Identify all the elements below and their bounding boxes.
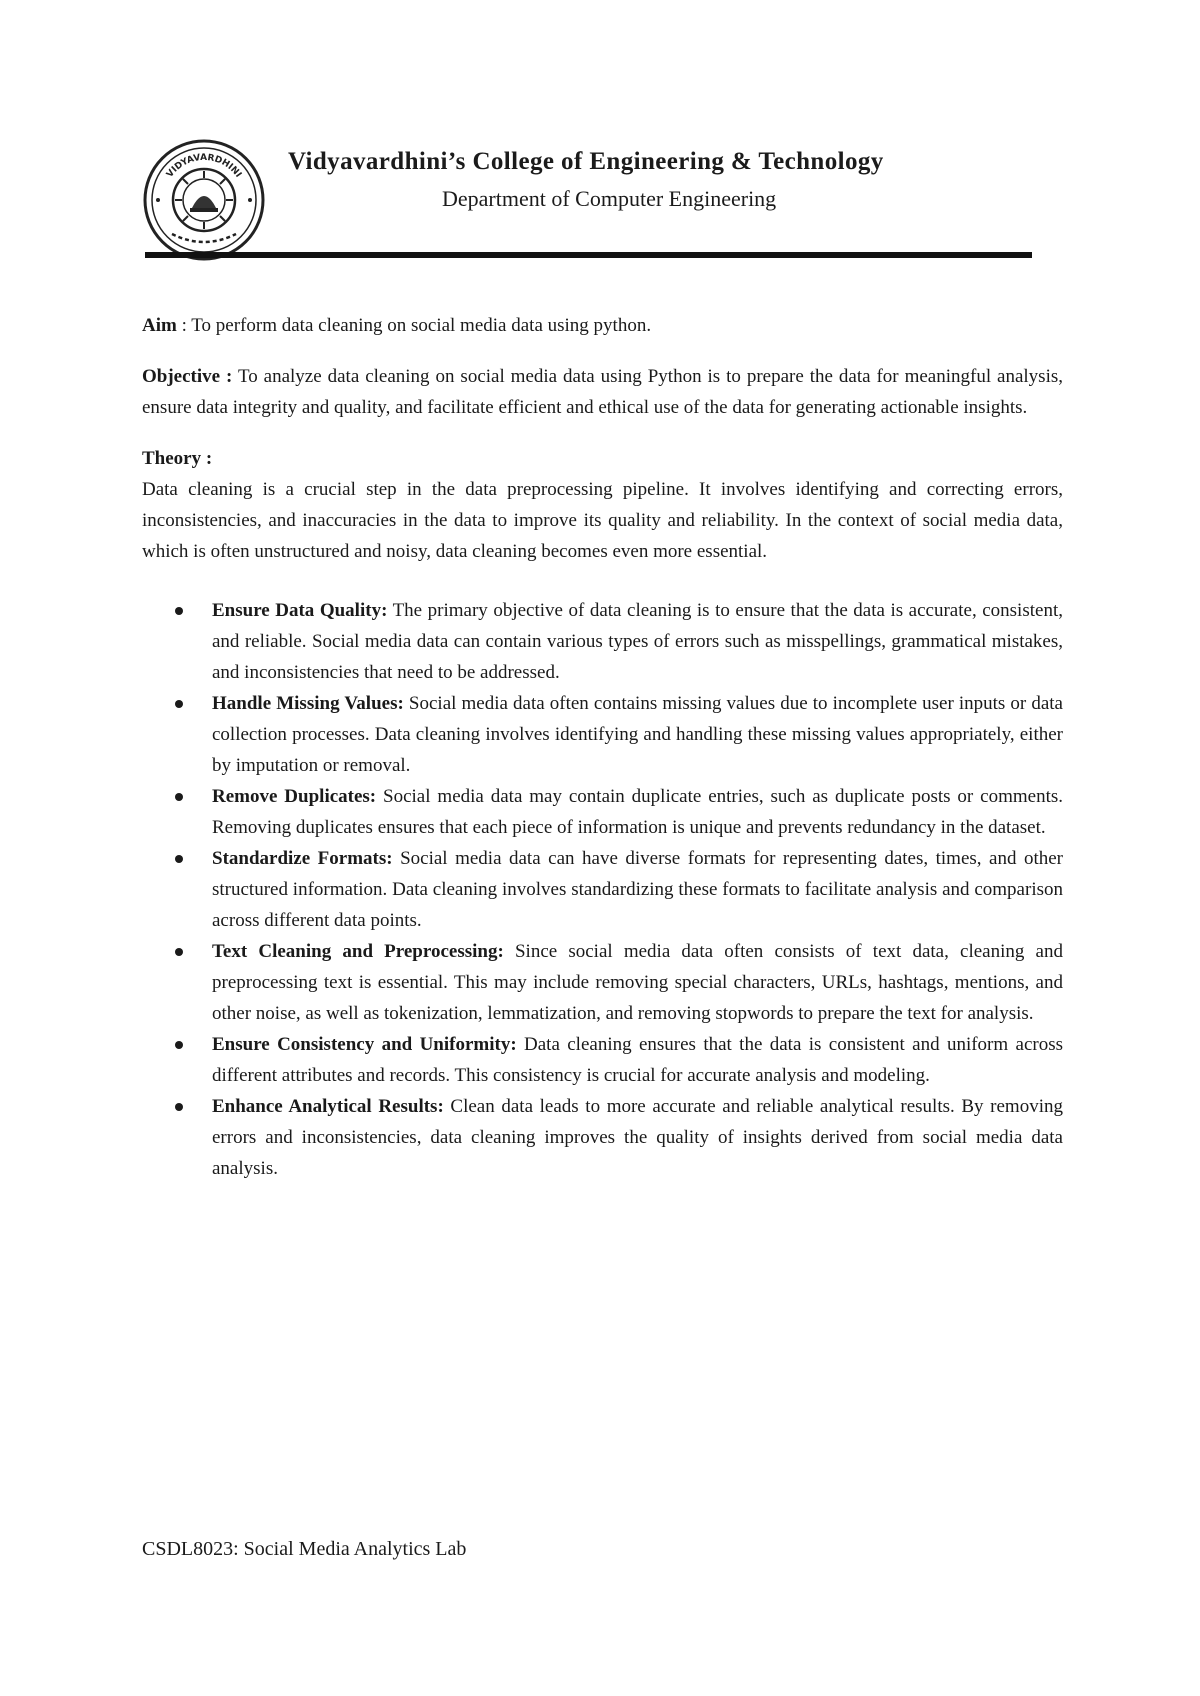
objective-paragraph [142, 361, 1063, 423]
theory-paragraph: Data cleaning is a crucial step in the data preprocessing pipeline. It involves identifying and correcting errors, inconsistencies, and inaccuracies in the data to improve its quality and reliability. In the context of social media data, which is often unstructured and noisy, data cleaning becomes even more essential. [142, 479, 1063, 562]
objective-label: Objective : [142, 366, 233, 387]
bullet-icon [175, 1041, 183, 1049]
college-name: Vidyavardhini’s College of Engineering & Technology [288, 148, 884, 175]
aim-label: Aim [142, 315, 177, 336]
list-item-text: Social media data often contains missing values due to incomplete user inputs or data collection processes. Data cleaning involves identifying and handling these missing values appropriately, either by imputation or removal. [212, 693, 1063, 776]
list-item-text: Since social media data often consists of text data, cleaning and preprocessing text is essential. This may include removing special characters, URLs, hashtags, mentions, and other noise, as well as tokenization, lemmatization, and removing stopwords to prepare the text for analysis. [212, 941, 1063, 1024]
list-item-title: Ensure Consistency and Uniformity: [212, 1034, 517, 1055]
list-item-title: Text Cleaning and Preprocessing: [212, 941, 504, 962]
theory-points-list [142, 595, 1063, 1184]
list-item-text: Clean data leads to more accurate and reliable analytical results. By removing errors and inconsistencies, data cleaning improves the quality of insights derived from social media data analysis. [212, 1096, 1063, 1179]
aim-paragraph [142, 310, 1063, 341]
page-footer: CSDL8023: Social Media Analytics Lab [142, 1538, 467, 1560]
bullet-icon [175, 948, 183, 956]
list-item [212, 1091, 1063, 1184]
theory-heading: Theory : [142, 448, 213, 469]
list-item-title: Ensure Data Quality: [212, 600, 388, 621]
list-item [212, 781, 1063, 843]
college-seal-icon [142, 138, 266, 262]
department-name: Department of Computer Engineering [442, 186, 777, 211]
document-body [142, 310, 1063, 1184]
list-item [212, 843, 1063, 936]
bullet-icon [175, 1103, 183, 1111]
list-item [212, 936, 1063, 1029]
bullet-icon [175, 700, 183, 708]
header-divider [145, 252, 1032, 258]
list-item-title: Handle Missing Values: [212, 693, 404, 714]
objective-text: To analyze data cleaning on social media data using Python is to prepare the data for meaningful analysis, ensure data integrity and quality, and facilitate efficient and ethical use of the data for generating actionable insights. [142, 366, 1063, 418]
bullet-icon [175, 855, 183, 863]
list-item-title: Enhance Analytical Results: [212, 1096, 444, 1117]
list-item-text: Social media data may contain duplicate entries, such as duplicate posts or comments. Removing duplicates ensures that each piece of information is unique and prevents redundancy in the dataset. [212, 786, 1063, 838]
bullet-icon [175, 793, 183, 801]
list-item [212, 595, 1063, 688]
list-item [212, 688, 1063, 781]
letterhead [142, 138, 1030, 262]
list-item-text: Data cleaning ensures that the data is consistent and uniform across different attributes and records. This consistency is crucial for accurate analysis and modeling. [212, 1034, 1064, 1086]
list-item-title: Remove Duplicates: [212, 786, 377, 807]
list-item [212, 1029, 1063, 1091]
list-item-text: Social media data can have diverse formats for representing dates, times, and other structured information. Data cleaning involves standardizing these formats to facilitate analysis and comparison across different data points. [212, 848, 1063, 931]
svg-text:VIDYAVARDHINI: VIDYAVARDHINI [165, 152, 244, 180]
list-item-text: The primary objective of data cleaning is to ensure that the data is accurate, consistent, and reliable. Social media data can contain various types of errors such as misspellings, grammatical mistakes, and inconsistencies that need to be addressed. [212, 600, 1063, 683]
bullet-icon [175, 607, 183, 615]
aim-text: : To perform data cleaning on social media data using python. [176, 315, 652, 336]
list-item-title: Standardize Formats: [212, 848, 393, 869]
